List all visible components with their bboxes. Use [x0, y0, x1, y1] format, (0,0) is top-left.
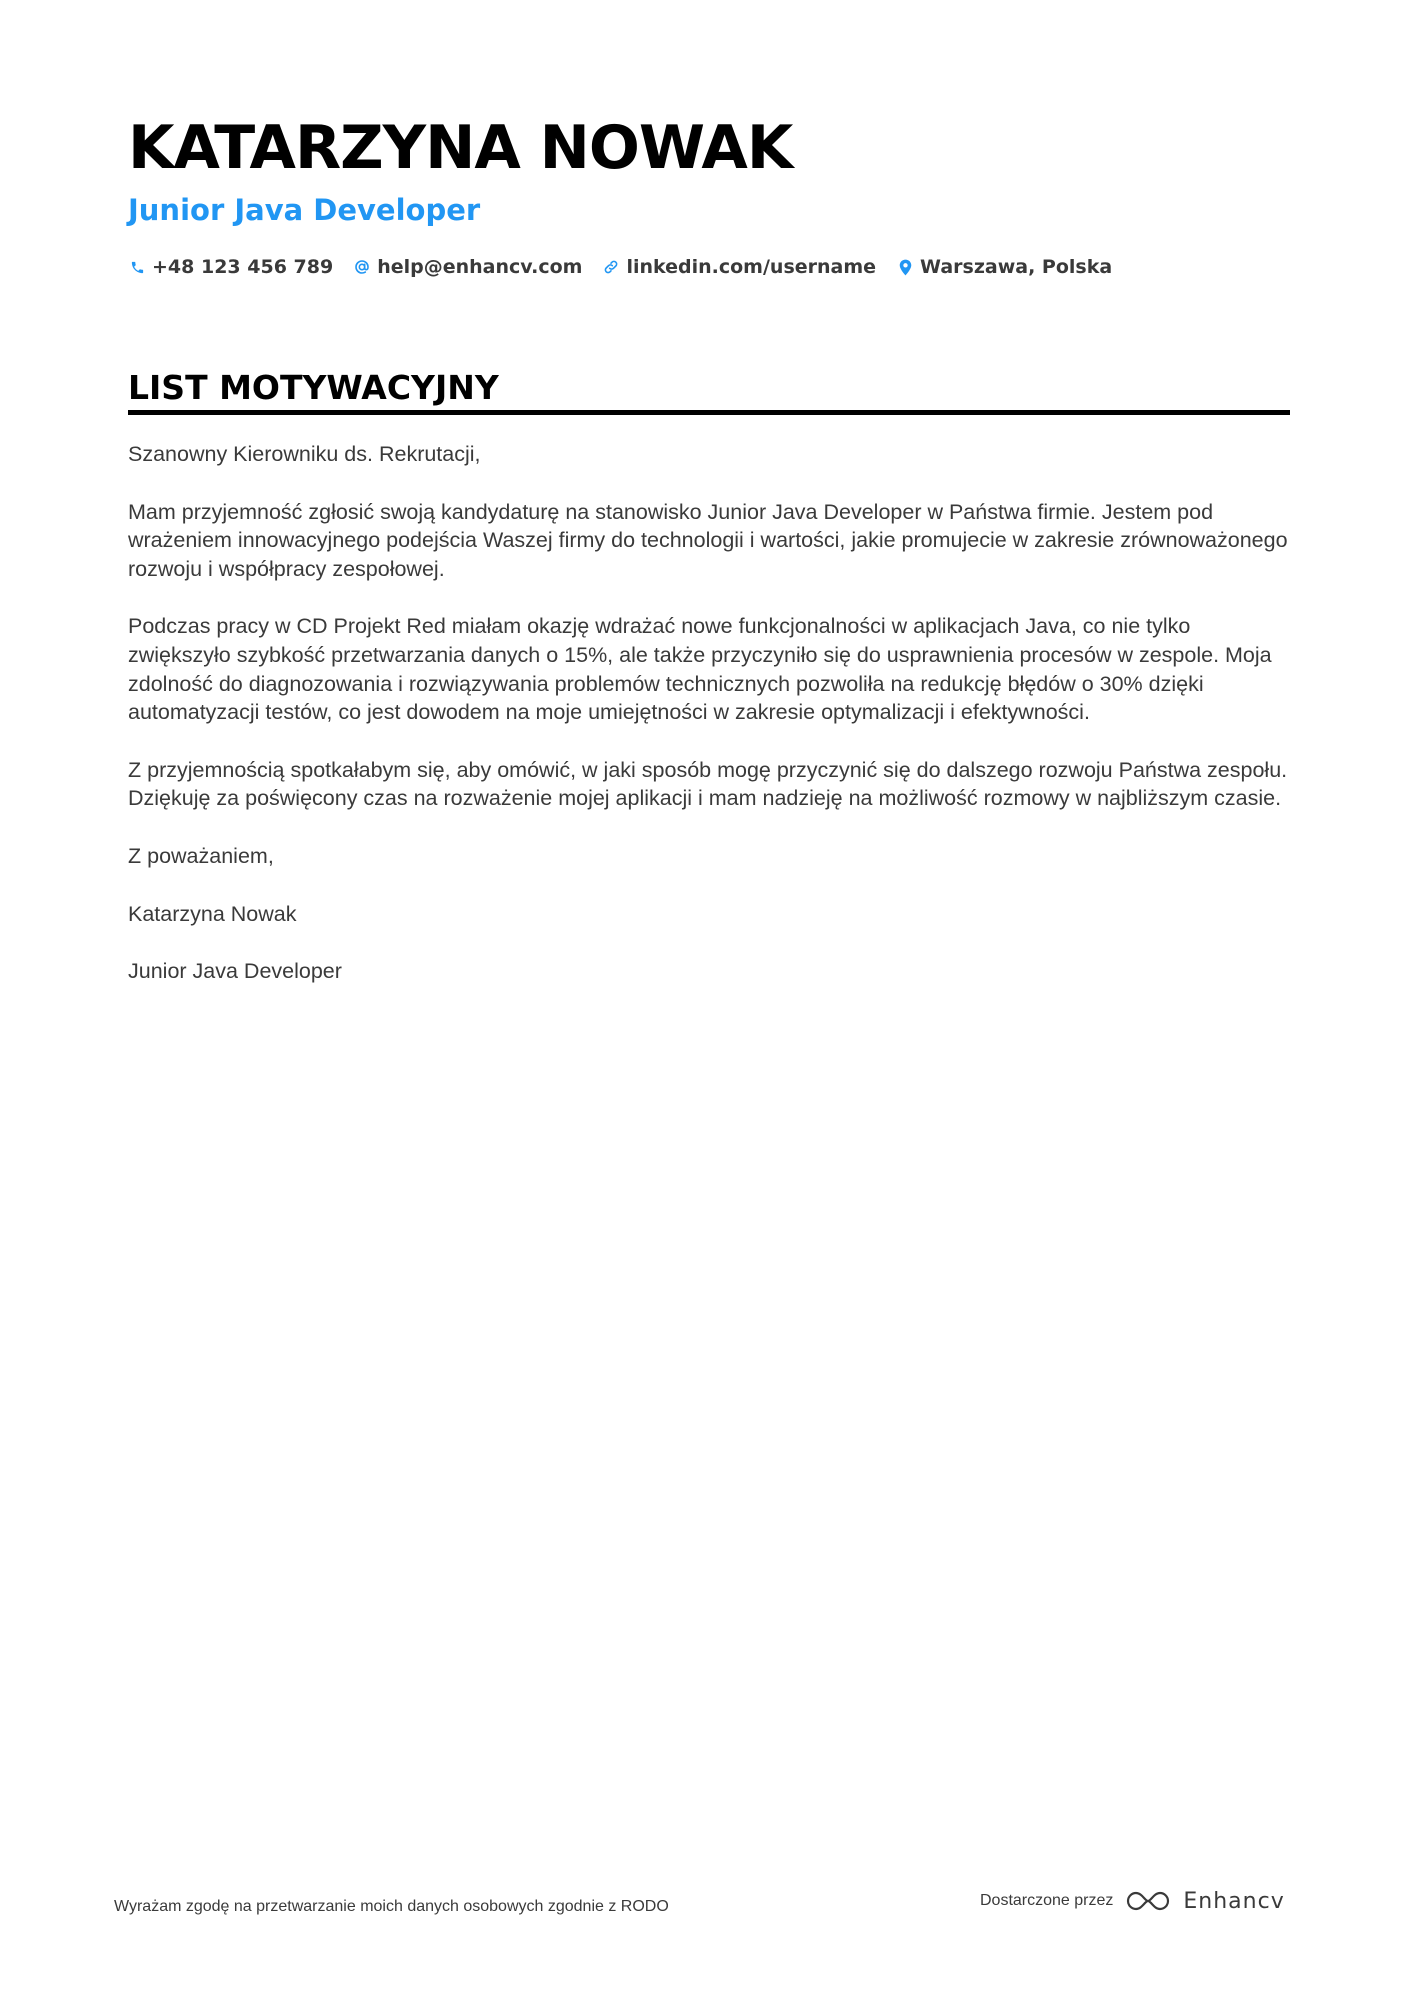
contact-phone[interactable] [128, 252, 333, 282]
consent-note: Wyrażam zgodę na przetwarzanie moich danych osobowych zgodnie z RODO [114, 1898, 669, 1915]
contact-location [896, 252, 1112, 282]
section-divider [128, 410, 1290, 415]
letter-greeting: Szanowny Kierowniku ds. Rekrutacji, [128, 442, 481, 466]
phone-icon [128, 258, 146, 276]
candidate-name: KATARZYNA NOWAK [128, 113, 793, 183]
signature-role: Junior Java Developer [128, 959, 342, 984]
candidate-role: Junior Java Developer [128, 193, 481, 227]
letter-paragraph-2: Podczas pracy w CD Projekt Red miałam okazję wdrażać nowe funkcjonalności w aplikacjach Java, co nie tylko zwiększyło szybkość przetwarzania danych o 15%, ale także przyczyniło się do usprawnienia procesów w zespole. Moja zdolność do diagnozowania i rozwiązywania problemów technicznych pozwoliła na redukcję błędów o 30% dzięki automatyzacji testów, co jest dowodem na moje umiejętności w zakresie optymalizacji i efektywności. [128, 614, 1272, 725]
contact-phone-text: +48 123 456 789 [152, 256, 334, 278]
at-icon [353, 258, 371, 276]
letter-paragraph-3: Z przyjemnością spotkałabym się, aby omówić, w jaki sposób mogę przyczynić się do dalszego rozwoju Państwa zespołu. Dziękuję za poświęcony czas na rozważenie mojej aplikacji i mam nadzieję na możliwość rozmowy w najbliższym czasie. [128, 757, 1288, 811]
enhancv-brand: Enhancv [1183, 1888, 1285, 1914]
section-title: LIST MOTYWACYJNY [128, 368, 499, 407]
letter-paragraph-1: Mam przyjemność zgłosić swoją kandydaturę na stanowisko Junior Java Developer w Państwa firmie. Jestem pod wrażeniem innowacyjnego podejścia Waszej firmy do technologii i wartości, jakie promujecie w zakresie zrównoważonego rozwoju i współpracy zespołowej. [128, 499, 1288, 581]
location-pin-icon [896, 258, 914, 276]
contact-email-text: help@enhancv.com [377, 256, 583, 278]
enhancv-logo-icon [1125, 1888, 1171, 1914]
contact-bar [128, 252, 1132, 282]
letter-body [128, 440, 1290, 1015]
link-icon [602, 258, 620, 276]
contact-location-text: Warszawa, Polska [920, 256, 1113, 278]
powered-by-label: Dostarczone przez [980, 1892, 1114, 1909]
letter-closing: Z poważaniem, [128, 843, 274, 868]
powered-by[interactable] [980, 1888, 1285, 1914]
signature-name: Katarzyna Nowak [128, 901, 297, 926]
contact-linkedin-text: linkedin.com/username [626, 256, 877, 278]
contact-linkedin[interactable] [602, 252, 876, 282]
contact-email[interactable] [353, 252, 582, 282]
